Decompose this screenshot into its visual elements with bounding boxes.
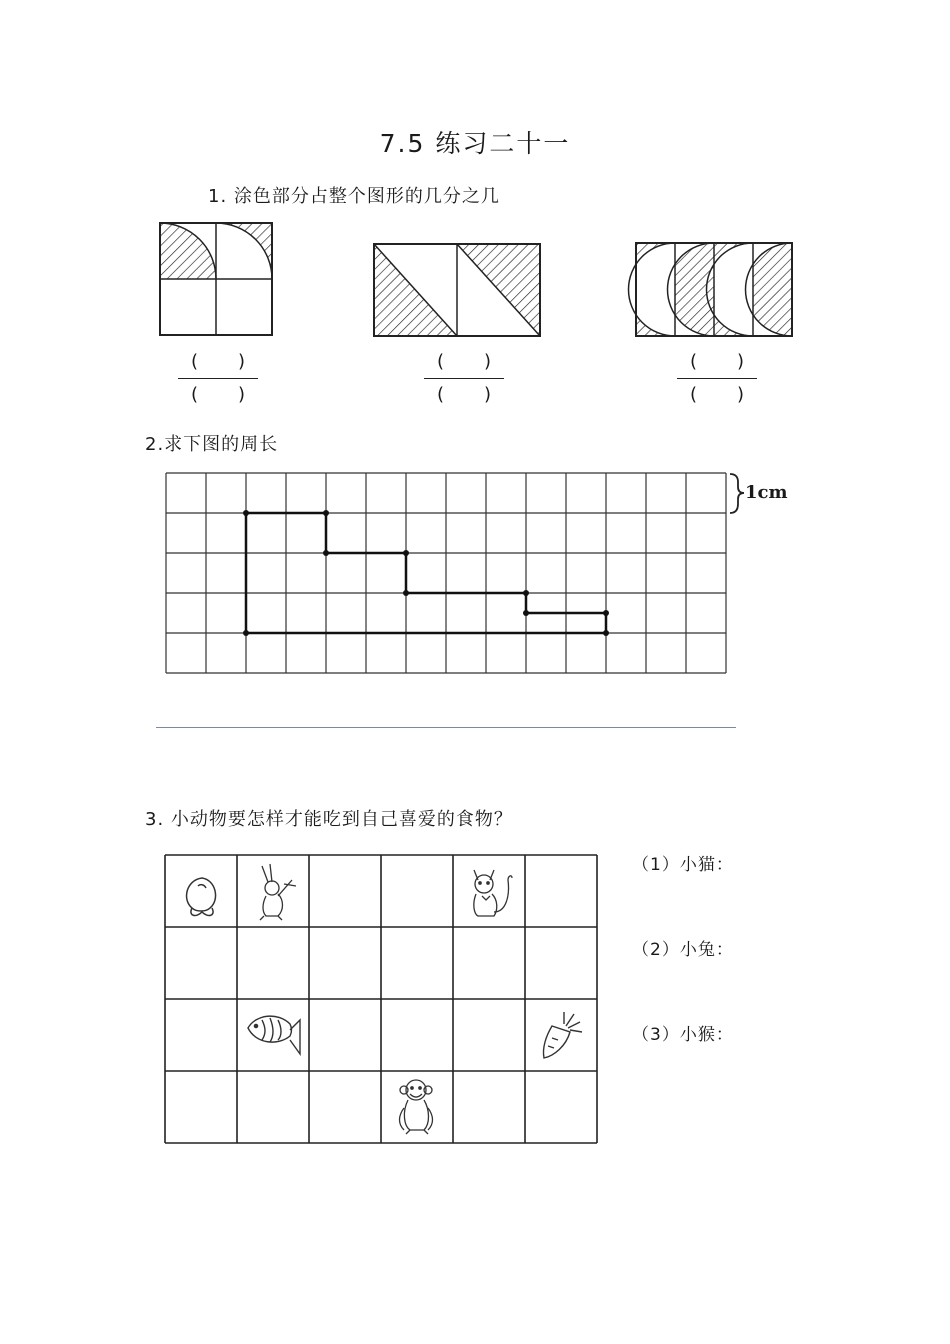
page-title: 7.5 练习二十一	[379, 129, 571, 158]
q1-numerator-2[interactable]: ( )	[436, 351, 492, 372]
q1-fig1-shaded-2	[216, 223, 272, 279]
q2-grid	[166, 473, 726, 673]
scale-brace	[730, 474, 744, 513]
q1-numerator-3[interactable]: ( )	[689, 351, 745, 372]
q1-denominator-3[interactable]: ( )	[689, 384, 745, 405]
q2-polygon	[243, 510, 609, 636]
answer-monkey[interactable]: （3）小猴：	[632, 1025, 734, 1045]
q3-label: 3. 小动物要怎样才能吃到自己喜爱的食物？	[145, 809, 513, 830]
q3-grid	[165, 855, 597, 1143]
carrot-icon	[543, 1012, 582, 1058]
answer-rabbit[interactable]: （2）小兔：	[632, 940, 734, 960]
q1-denominator-1[interactable]: ( )	[190, 384, 246, 405]
q1-figure-1	[160, 223, 272, 335]
q1-fraction-1[interactable]	[178, 350, 258, 407]
monkey-icon	[400, 1080, 433, 1134]
q2-label: 2.求下图的周长	[145, 434, 279, 455]
answer-cat[interactable]: （1）小猫：	[632, 855, 734, 875]
q1-fraction-3[interactable]	[677, 350, 757, 407]
scale-label: 1cm	[745, 482, 788, 503]
q1-figure-3	[629, 243, 793, 336]
q1-label: 1. 涂色部分占整个图形的几分之几	[208, 186, 500, 207]
q1-fig1-shaded-1	[160, 223, 216, 279]
q1-denominator-2[interactable]: ( )	[436, 384, 492, 405]
q1-numerator-1[interactable]: ( )	[190, 351, 246, 372]
fish-icon	[248, 1016, 300, 1054]
q1-figure-2	[374, 244, 540, 336]
section-divider	[156, 727, 736, 728]
q1-fraction-2[interactable]	[424, 350, 504, 407]
rabbit-icon	[260, 864, 296, 920]
peach-icon	[187, 878, 216, 915]
cat-icon	[474, 870, 512, 916]
